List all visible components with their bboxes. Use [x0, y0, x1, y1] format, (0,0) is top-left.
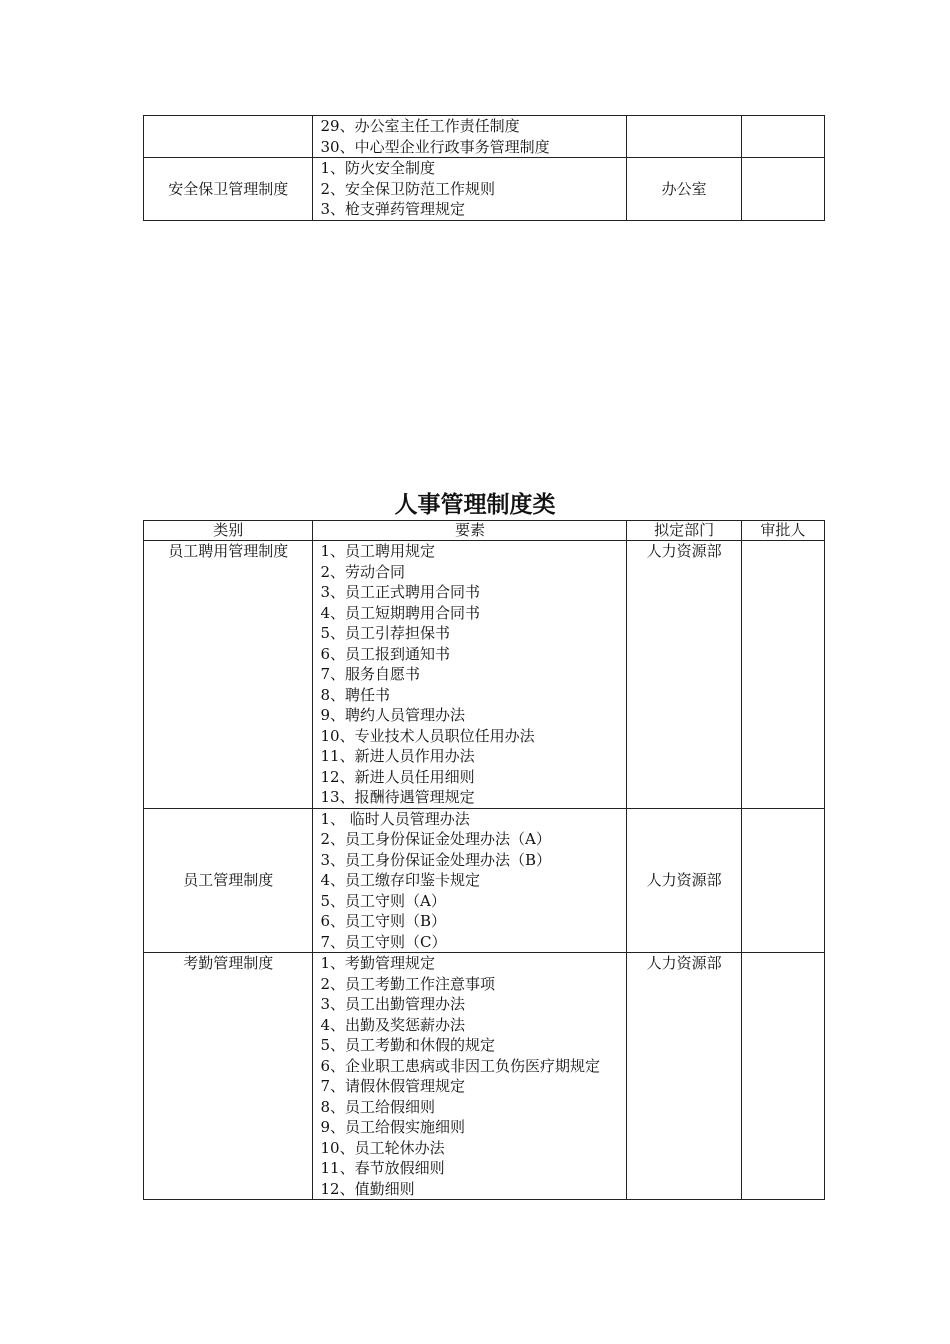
list-item: 11、新进人员作用办法 — [320, 747, 475, 765]
list-item: 5、员工守则（A） — [320, 891, 446, 910]
list-item: 9、员工给假实施细则 — [320, 1118, 466, 1136]
department-cell: 人力资源部 — [627, 808, 741, 953]
approver-cell — [741, 541, 824, 809]
category-cell: 员工聘用管理制度 — [144, 541, 313, 809]
header-department: 拟定部门 — [627, 521, 741, 541]
header-items: 要素 — [313, 521, 627, 541]
items-cell — [313, 808, 627, 953]
list-item: 1、防火安全制度 — [320, 159, 436, 177]
list-item: 7、服务自愿书 — [320, 665, 421, 683]
list-item: 2、劳动合同 — [320, 562, 406, 581]
list-item: 4、员工短期聘用合同书 — [320, 603, 481, 622]
list-item: 5、员工考勤和休假的规定 — [320, 1036, 496, 1054]
hr-systems-table — [143, 520, 825, 1200]
list-item: 2、安全保卫防范工作规则 — [320, 179, 496, 198]
category-cell: 员工管理制度 — [144, 808, 313, 953]
table-row — [144, 953, 825, 1200]
header-category: 类别 — [144, 521, 313, 541]
list-item: 1、 临时人员管理办法 — [320, 809, 470, 828]
list-item: 3、员工出勤管理办法 — [320, 995, 466, 1013]
department-cell: 人力资源部 — [627, 953, 741, 1200]
list-item: 3、员工正式聘用合同书 — [320, 583, 481, 601]
approver-cell — [741, 158, 824, 221]
table-row — [144, 116, 825, 158]
list-item: 2、员工身份保证金处理办法（A） — [320, 830, 551, 848]
list-item: 6、员工报到通知书 — [320, 644, 451, 663]
table-row — [144, 158, 825, 221]
items-cell — [313, 158, 627, 221]
department-cell: 人力资源部 — [627, 541, 741, 809]
office-systems-table-continued — [143, 115, 825, 221]
table-row — [144, 541, 825, 809]
approver-cell — [741, 953, 824, 1200]
list-item: 29、办公室主任工作责任制度 — [320, 117, 520, 135]
items-cell — [313, 116, 627, 158]
category-cell: 考勤管理制度 — [144, 953, 313, 1200]
list-item: 13、报酬待遇管理规定 — [320, 788, 475, 806]
list-item: 8、聘任书 — [320, 685, 391, 704]
items-cell — [313, 953, 627, 1200]
list-item: 12、新进人员任用细则 — [320, 767, 475, 786]
list-item: 3、员工身份保证金处理办法（B） — [320, 850, 552, 869]
list-item: 7、员工守则（C） — [320, 932, 447, 951]
department-cell: 办公室 — [627, 158, 741, 221]
list-item: 1、考勤管理规定 — [320, 954, 436, 972]
category-cell — [144, 116, 313, 158]
table-header-row — [144, 521, 825, 541]
list-item: 3、枪支弹药管理规定 — [320, 200, 466, 218]
list-item: 11、春节放假细则 — [320, 1159, 445, 1177]
list-item: 10、员工轮休办法 — [320, 1138, 445, 1157]
list-item: 1、员工聘用规定 — [320, 542, 436, 560]
list-item: 10、专业技术人员职位任用办法 — [320, 726, 535, 745]
category-cell: 安全保卫管理制度 — [144, 158, 313, 221]
list-item: 4、员工缴存印鉴卡规定 — [320, 871, 481, 889]
department-cell — [627, 116, 741, 158]
header-approver: 审批人 — [741, 521, 824, 541]
list-item: 12、值勤细则 — [320, 1179, 415, 1198]
list-item: 6、企业职工患病或非因工负伤医疗期规定 — [320, 1056, 601, 1075]
list-item: 4、出勤及奖惩薪办法 — [320, 1015, 466, 1034]
list-item: 9、聘约人员管理办法 — [320, 706, 466, 724]
approver-cell — [741, 116, 824, 158]
list-item: 8、员工给假细则 — [320, 1097, 436, 1116]
section-title: 人事管理制度类 — [394, 492, 556, 518]
list-item: 5、员工引荐担保书 — [320, 624, 451, 642]
approver-cell — [741, 808, 824, 953]
table-row — [144, 808, 825, 953]
list-item: 2、员工考勤工作注意事项 — [320, 974, 496, 993]
list-item: 7、请假休假管理规定 — [320, 1077, 466, 1095]
items-cell — [313, 541, 627, 809]
list-item: 30、中心型企业行政事务管理制度 — [320, 137, 550, 156]
list-item: 6、员工守则（B） — [320, 912, 447, 930]
